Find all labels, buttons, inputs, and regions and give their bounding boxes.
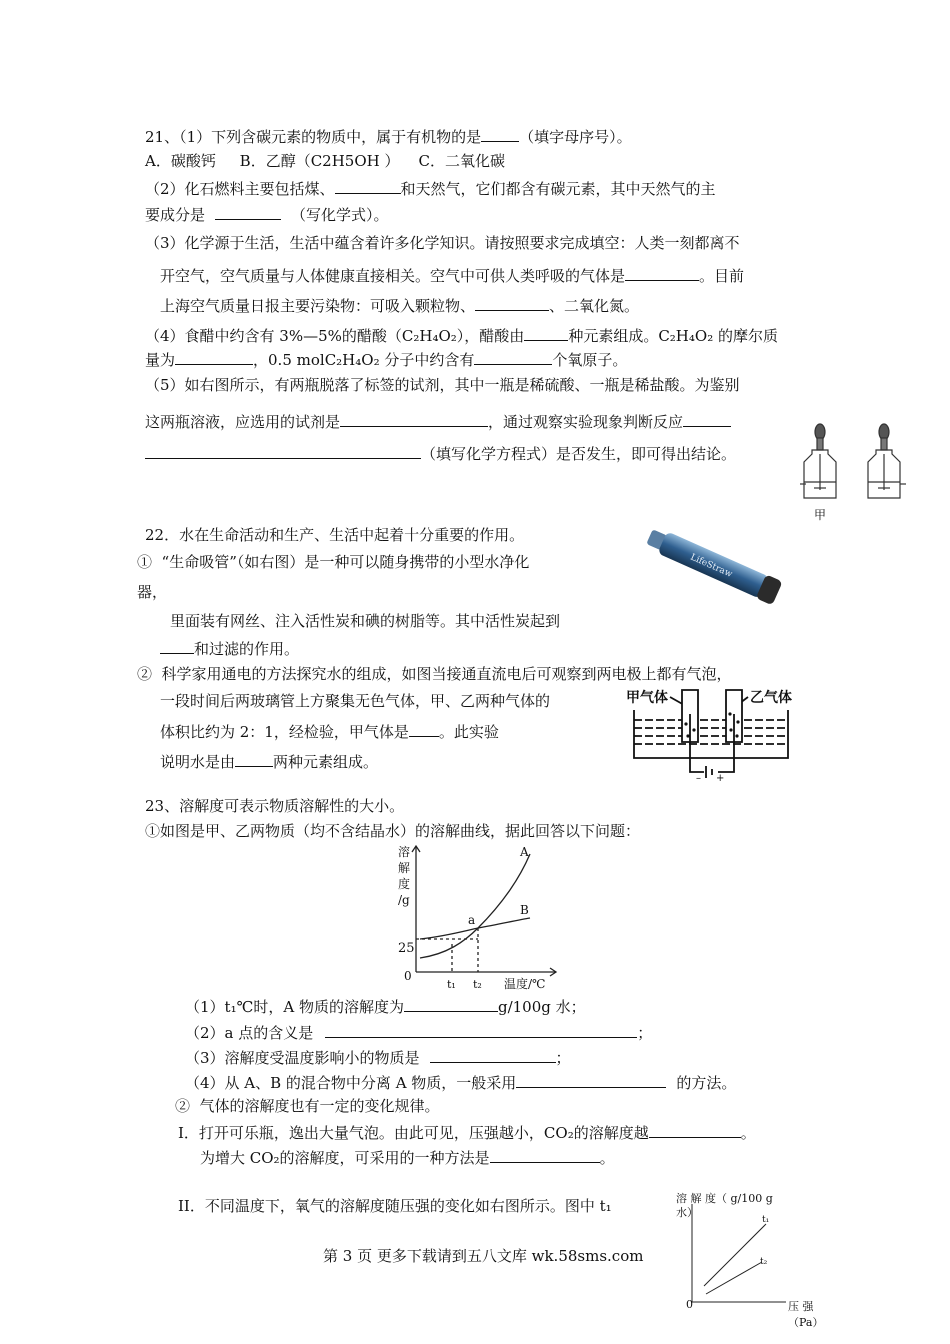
q23-line9: 为增大 CO₂的溶解度，可采用的一种方法是 。: [200, 1146, 615, 1168]
q21-line4: 要成分是 （写化学式）。: [145, 203, 389, 225]
line-t1: [704, 1224, 766, 1286]
origin-label: 0: [404, 969, 412, 983]
q21-line9: 量为 ，0.5 molC₂H₄O₂ 分子中约含有 个氧原子。: [145, 348, 627, 370]
q21-equation-blank[interactable]: [145, 442, 421, 459]
q23-increase-method-blank[interactable]: [490, 1146, 600, 1163]
svg-text:+: +: [716, 773, 725, 782]
bottle-label: 甲: [814, 508, 827, 522]
q23-line2: ①如图是甲、乙两物质（均不含结晶水）的溶解曲线，据此回答以下问题：: [145, 822, 641, 840]
q23-co2-solubility-blank[interactable]: [649, 1121, 741, 1138]
q21-fossil-fuel-blank[interactable]: [335, 177, 401, 194]
q21-options: A．碳酸钙 B．乙醇（C2H5OH ） C．二氧化碳: [145, 152, 506, 170]
ylabel-char-1: 溶: [398, 845, 411, 859]
q21-breath-gas-blank[interactable]: [625, 264, 699, 281]
bottle-left: [800, 424, 836, 498]
solubility-curve-chart: [392, 842, 572, 992]
x-tick-t1: t₁: [447, 978, 456, 991]
electrolysis-figure: [618, 684, 803, 782]
curve-A-label: A: [520, 845, 529, 859]
q21-line12: （填写化学方程式）是否发生，即可得出结论。: [145, 442, 736, 464]
q21-part1-blank[interactable]: [481, 125, 519, 142]
reagent-bottles-figure: [800, 418, 920, 526]
oxygen-solubility-chart: [672, 1190, 852, 1332]
q22-line7: 一段时间后两玻璃管上方聚集无色气体，甲、乙两种气体的: [160, 692, 551, 710]
x-tick-t2: t₂: [473, 978, 482, 991]
q22-elements-blank[interactable]: [235, 750, 273, 767]
q21-line6: 开空气，空气质量与人体健康直接相关。空气中可供人类呼吸的气体是 。目前: [160, 264, 744, 286]
curve-A: [420, 854, 530, 958]
x-axis-label: 温度/℃: [504, 977, 546, 991]
q21-pollutant-blank[interactable]: [475, 294, 549, 311]
line-t1-label: t₁: [762, 1215, 770, 1225]
q21-element-count-blank[interactable]: [524, 324, 568, 341]
curve-B-label: B: [520, 903, 529, 917]
q21-reagent-blank[interactable]: [340, 410, 488, 427]
q23-line5: （3）溶解度受温度影响小的物质是 ；: [185, 1046, 571, 1068]
q21-reaction-blank-a[interactable]: [683, 410, 731, 427]
gas-b-label: 乙气体: [750, 690, 792, 706]
water-trough: [634, 710, 788, 758]
q21-molar-mass-blank[interactable]: [175, 348, 253, 365]
bottle-right: [868, 424, 906, 498]
q23-line3: （1）t₁℃时，A 物质的溶解度为 g/100g 水；: [185, 995, 586, 1017]
q21-line7: 上海空气质量日报主要污染物：可吸入颗粒物、 、二氧化氮。: [160, 294, 639, 316]
ylabel-char-2: 解: [398, 861, 411, 875]
q22-gas-a-blank[interactable]: [409, 720, 439, 737]
x-axis-label-2: （Pa）: [788, 1316, 824, 1329]
intersection-a-label: a: [468, 913, 476, 927]
q22-line3: 器，: [137, 583, 168, 601]
q23-line4: （2）a 点的含义是 ；: [185, 1021, 652, 1043]
line-t2-label: t₂: [760, 1257, 768, 1267]
lifestraw-figure: [640, 522, 790, 617]
q21-line11: 这两瓶溶液，应选用的试剂是 ，通过观察实验现象判断反应: [145, 410, 731, 432]
q23-solubility-blank[interactable]: [404, 995, 498, 1012]
q22-line9: 说明水是由 两种元素组成。: [160, 750, 378, 772]
q23-separation-method-blank[interactable]: [516, 1071, 666, 1088]
q22-line5: 和过滤的作用。: [160, 637, 299, 659]
q22-line8: 体积比约为 2：1，经检验，甲气体是 。此实验: [160, 720, 499, 742]
q23-line6: （4）从 A、B 的混合物中分离 A 物质，一般采用 的方法。: [185, 1071, 736, 1093]
q21-line1: 21、（1）下列含碳元素的物质中，属于有机物的是 （填字母序号）。: [145, 125, 632, 147]
lifestraw-label: LifeStraw: [688, 552, 734, 580]
ylabel-char-4: /g: [398, 893, 410, 907]
line-t2: [706, 1262, 762, 1294]
q21-oxygen-atoms-blank[interactable]: [474, 348, 552, 365]
q23-line7: ② 气体的溶解度也有一定的变化规律。: [175, 1097, 440, 1115]
origin-label: 0: [686, 1298, 693, 1311]
q22-line1: 22．水在生命活动和生产、生活中起着十分重要的作用。: [145, 526, 525, 544]
q21-line8: （4）食醋中约含有 3%—5%的醋酸（C₂H₄O₂），醋酸由 种元素组成。C₂H₄O₂ 的摩尔质: [145, 324, 778, 346]
q22-line2: ① “生命吸管”（如右图）是一种可以随身携带的小型水净化: [137, 553, 530, 571]
q23-point-a-blank[interactable]: [325, 1021, 637, 1038]
ylabel-char-3: 度: [398, 877, 411, 891]
gas-a-label: 甲气体: [626, 690, 668, 706]
q21-part1-question: 21、（1）下列含碳元素的物质中，属于有机物的是: [145, 128, 482, 146]
q23-line8: I．打开可乐瓶，逸出大量气泡。由此可见，压强越小，CO₂的溶解度越 。: [178, 1121, 756, 1143]
q23-line10: II．不同温度下，氧气的溶解度随压强的变化如右图所示。图中 t₁: [178, 1197, 612, 1215]
q21-line5: （3）化学源于生活，生活中蕴含着许多化学知识。请按照要求完成填空：人类一刻都离不: [145, 234, 740, 252]
q21-natural-gas-formula-blank[interactable]: [215, 203, 281, 220]
page-footer: 第 3 页 更多下载请到五八文库 wk.58sms.com: [323, 1247, 644, 1265]
q21-line10: （5）如右图所示，有两瓶脱落了标签的试剂，其中一瓶是稀硫酸、一瓶是稀盐酸。为鉴别: [145, 376, 740, 394]
x-axis-label-1: 压 强: [788, 1300, 814, 1313]
y-axis-label-2: 水）: [676, 1206, 698, 1219]
q22-line4: 里面装有网丝、注入活性炭和碘的树脂等。其中活性炭起到: [170, 612, 561, 630]
q21-line3: （2）化石燃料主要包括煤、 和天然气，它们都含有碳元素，其中天然气的主: [145, 177, 716, 199]
q22-activated-carbon-blank[interactable]: [160, 637, 194, 654]
q23-line1: 23、溶解度可表示物质溶解性的大小。: [145, 797, 405, 815]
y-tick-25: 25: [398, 941, 415, 956]
q22-line6: ② 科学家用通电的方法探究水的组成，如图当接通直流电后可观察到两电极上都有气泡，: [137, 665, 732, 683]
y-axis-label-1: 溶 解 度（ g/100 g: [676, 1192, 773, 1205]
straw-body: [644, 525, 782, 606]
q23-least-affected-blank[interactable]: [430, 1046, 556, 1063]
svg-text:–: –: [696, 773, 701, 782]
